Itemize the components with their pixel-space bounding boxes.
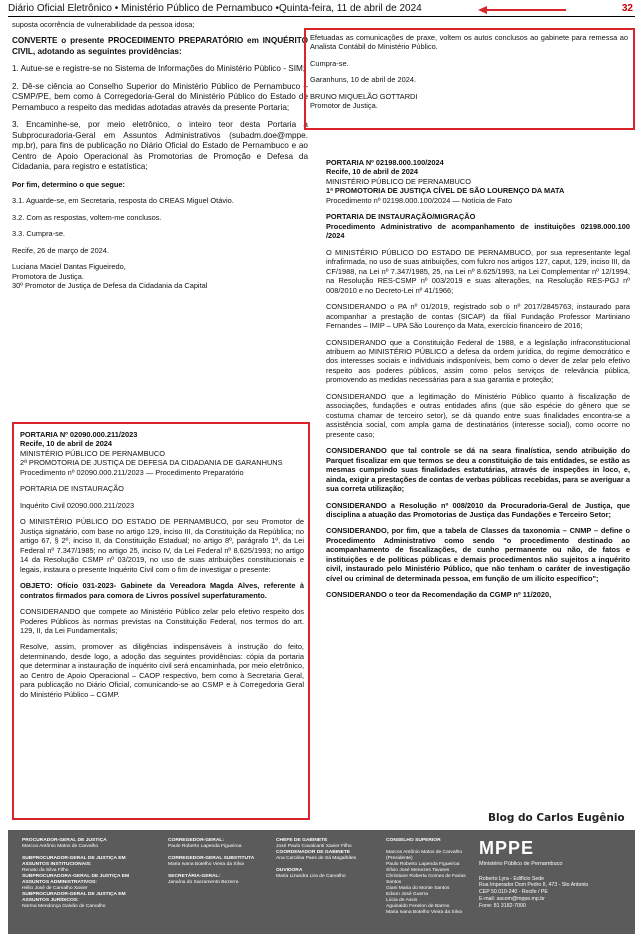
council-member: (Presidente) bbox=[386, 855, 413, 861]
paragraph: CONSIDERANDO, por fim, que a tabela de Classes da taxonomia – CNMP – define o Procedimento Administrativo como sendo "o procedimento destinado ao acompanhamento de fiscalizações, de cunho permanente ou não, de fatos e instituições e de políticas públicas e demais procedimentos não sujeitos a inquérito civil, instaurado pelo Ministério Público, que não tenham o caráter de investigação cível ou criminal de determinada pessoa, em função de um ilícito específico"; bbox=[326, 526, 630, 583]
section-heading: PORTARIA DE INSTAURAÇÃO/MIGRAÇÃO bbox=[326, 212, 476, 222]
page-header bbox=[8, 3, 635, 17]
address-line: CEP 50.010-240 - Recife / PE bbox=[479, 889, 548, 896]
left-column bbox=[12, 20, 308, 291]
page-footer bbox=[8, 830, 635, 934]
council-member: Giani Maria do Monte Santos bbox=[386, 885, 450, 891]
portaria-date: Recife, 10 de abril de 2024 bbox=[20, 439, 113, 449]
footer-title: CHEFE DE GABINETE bbox=[276, 838, 328, 843]
footer-value: Paulo Roberto Lapenda Figueiroa bbox=[168, 843, 242, 849]
paragraph: Resolve, assim, promover as diligências indispensáveis à instrução do feito, determinando, desde logo, a adoção das seguintes providências: cópia da portaria que determinar a instauração de inquérito civil será encaminhada, por meio eletrônico, ao Centro de Apoio Operacional – CAOP respectivo, bem como à Secretaria Geral, para publicação no Diário Oficial, comunicando-se ao CSMP e à Corregedoria Geral do Ministério Público – CGMP. bbox=[20, 642, 304, 699]
paragraph: Efetuadas as comunicações de praxe, voltem os autos conclusos ao gabinete para remessa ao Analista Contábil do Ministério Público. bbox=[310, 33, 628, 52]
mppe-logo bbox=[479, 838, 629, 909]
paragraph: Recife, 26 de março de 2024. bbox=[12, 245, 109, 255]
header-title: Diário Oficial Eletrônico • Ministério Público de Pernambuco •Quinta-feira, 11 de abril de 2024 bbox=[8, 3, 422, 14]
footer-value: Hélio José de Carvalho Xavier bbox=[22, 885, 88, 891]
council-member: Marcos Antônio Matos de Carvalho bbox=[386, 849, 463, 855]
paragraph: CONSIDERANDO que tal controle se dá na seara finalística, sendo atribuição do Parquet fiscalizar em que termos se deu a constituição de tais entidades, se estão as mesmas cumprindo suas finalidades estatutárias, através de inspeções in loco, e, ainda, exigir a prestações de contas de verbas públicas recebidas, para se averiguar a sua correta utilização; bbox=[326, 446, 630, 494]
footer-address bbox=[479, 876, 629, 910]
logo-subtitle: Ministério Público de Pernambuco bbox=[479, 860, 563, 867]
footer-value: Maria Ivana Botelho Vieira da Silva bbox=[168, 861, 245, 867]
address-line: Rua Imperador Dom Pedro II, 473 - Sto Antonio bbox=[479, 882, 589, 889]
paragraph: 2. Dê-se ciência ao Conselho Superior do Ministério Público de Pernambuco – CSMP/PE, bem como à Corregedoria-Geral do Ministério Público do Estado de Pernambuco a respeito das medidas adotadas através da presente Portaria; bbox=[12, 81, 308, 112]
address-line: E-mail: ascom@mppe.mp.br bbox=[479, 895, 545, 902]
objeto-paragraph: OBJETO: Ofício 031-2023- Gabinete da Vereadora Magda Alves, referente à contratos firmados para comora de Livros possível superfaturamento. bbox=[20, 581, 304, 600]
footer-title: SUBPROCURADOR-GERAL DE JUSTIÇA EM ASSUNTOS INSTITUCIONAIS: bbox=[22, 855, 126, 867]
paragraph: 3.1. Aguarde-se, em Secretaria, resposta do CREAS Miguel Otávio. bbox=[12, 196, 234, 206]
address-line: Fone: 81 3182-7000 bbox=[479, 902, 526, 909]
footer-value: Norma Mendonça Galvão de Carvalho bbox=[22, 903, 106, 909]
portaria-title: PORTARIA Nº 02090.000.211/2023 bbox=[20, 430, 138, 439]
paragraph: 3. Encaminhe-se, por meio eletrônico, o inteiro teor desta Portaria à Subprocuradoria-Geral em Assuntos Administrativos (subadm.doe@mppe. mp.br), para fins de publicação no Diário Oficial do Estado de Pernambuco e ao Centro de Apoio Operacional às Promotorias de Promoção e Defesa da Cidadania, para registro e estatística; bbox=[12, 120, 308, 172]
promotoria-name: 2ª PROMOTORIA DE JUSTIÇA DE DEFESA DA CIDADANIA DE GARANHUNS bbox=[20, 458, 283, 468]
footer-title: CORREGEDOR-GERAL: bbox=[168, 838, 224, 843]
portaria-date: Recife, 10 de abril de 2024 bbox=[326, 167, 419, 177]
footer-value: Marcos Antônio Matos de Carvalho bbox=[22, 843, 99, 849]
paragraph: CONSIDERANDO que compete ao Ministério Público zelar pelo efetivo respeito dos Poderes Públicos às normas previstas na Constituição Federal, nos termos do art. 129, II, da Lei Fundamentalis; bbox=[20, 607, 304, 635]
paragraph: CONSIDERANDO o teor da Recomendação da CGMP nº 11/2020, bbox=[326, 590, 552, 600]
footer-title: COORDENADOR DE GABINETE bbox=[276, 849, 351, 855]
signature-office: 30º Promotor de Justiça de Defesa da Cidadania da Capital bbox=[12, 281, 208, 291]
signature-role: Promotor de Justiça. bbox=[310, 101, 378, 111]
footer-title: SECRETÁRIA-GERAL: bbox=[168, 873, 221, 879]
portaria-title: PORTARIA Nº 02198.000.100/2024 bbox=[326, 158, 444, 167]
procedure-ref: Procedimento nº 02198.000.100/2024 — Notícia de Fato bbox=[326, 195, 512, 205]
paragraph: Inquérito Civil 02090.000.211/2023 bbox=[20, 500, 135, 510]
section-subheading: Procedimento Administrativo de acompanhamento de instituições 02198.000.100 /2024 bbox=[326, 221, 630, 241]
procedure-ref: Procedimento nº 02090.000.211/2023 — Procedimento Preparatório bbox=[20, 467, 244, 477]
footer-title: OUVIDORA bbox=[276, 867, 303, 873]
signature-role: Promotora de Justiça. bbox=[12, 271, 84, 281]
address-line: Roberto Lyra - Edifício Sede bbox=[479, 875, 544, 882]
council-member: Edson José Guerra bbox=[386, 891, 429, 897]
paragraph: Garanhuns, 10 de abril de 2024. bbox=[310, 75, 417, 85]
blog-watermark: Blog do Carlos Eugênio bbox=[488, 812, 625, 824]
council-member: Sílvio José Menezes Tavares bbox=[386, 867, 450, 873]
signature-name: BRUNO MIQUELÃO GOTTARDI bbox=[310, 91, 418, 101]
paragraph: CONSIDERANDO que a legitimação do Ministério Público quanto à fiscalização de associações, fundações e outras entidades afins (que são espécie do gênero que se costuma chamar de terceiro setor), se dá quando entre suas finalidades encontra-se a assistência social, com ampla gama de destinatários (interesse social), como ocorre no presente caso; bbox=[326, 391, 630, 439]
council-member: Paulo Roberto Lapenda Figueiroa bbox=[386, 861, 460, 867]
footer-title: CONSELHO SUPERIOR bbox=[386, 838, 441, 843]
footer-col-3 bbox=[276, 838, 376, 880]
paragraph: Cumpra-se. bbox=[310, 58, 349, 68]
footer-value: Maria Lizandra Lira de Carvalho bbox=[276, 873, 346, 879]
paragraph: CONSIDERANDO o PA nº 01/2019, registrado sob o nº 2017/2845763, instaurado para acompanhar a prestação de contas (SICAP) da filial Fundação Professor Martiniano Fernandes – IMIP – UPA São Lourenço da Mata, exercício financeiro de 2016; bbox=[326, 302, 630, 331]
footer-col-2 bbox=[168, 838, 268, 886]
paragraph: Por fim, determino o que segue: bbox=[12, 179, 125, 189]
footer-col-4 bbox=[386, 838, 474, 916]
paragraph: 3.2. Com as respostas, voltem-me conclusos. bbox=[12, 212, 162, 222]
left-arrow-icon bbox=[478, 6, 568, 14]
paragraph: O MINISTÉRIO PÚBLICO DO ESTADO DE PERNAMBUCO, por seu Promotor de Justiça signatário, com base no artigo 129, inciso III, da Constituição da República; no artigo 67, § 2º, inciso II, da Constituição Estadual; no artigo 8º, parágrafo 1º, da Lei Federal nº 7.347/1985; no artigo 25, inciso IV, da Lei Federal nº 8.625/1993; no artigo 14 da Resolução CSMP nº 03/2019, no uso de suas atribuições constitucionais e legais, instaura o presente Inquérito Civil com o fim de investigar o presente: bbox=[20, 517, 304, 574]
logo-wordmark: MPPE bbox=[479, 838, 535, 858]
footer-title: CORREGEDOR-GERAL SUBSTITUTA bbox=[168, 855, 255, 861]
paragraph: CONSIDERANDO que a Constituição Federal de 1988, e a legislação infraconstitucional atribuem ao MINISTÉRIO PÚBLICO a defesa da ordem jurídica, do regime democrático e dos interesses sociais e individuais indisponíveis, bem como o dever de zelar pelo efetivo respeito aos poderes públicos, assim como pelos serviços de relevância pública, promovendo as medidas necessárias para a sua garantia e proteção; bbox=[326, 337, 630, 385]
institution-name: MINISTÉRIO PÚBLICO DE PERNAMBUCO bbox=[326, 176, 471, 186]
paragraph: 3.3. Cumpra-se. bbox=[12, 229, 65, 239]
paragraph: CONVERTE o presente PROCEDIMENTO PREPARATÓRIO em INQUÉRITO CIVIL, adotando as seguintes providências: bbox=[12, 36, 308, 56]
footer-value: José Paulo Cavalcanti Xavier Filho bbox=[276, 843, 352, 849]
paragraph: suposta ocorrência de vulnerabilidade da pessoa idosa; bbox=[12, 20, 195, 29]
page-number: 32 bbox=[621, 3, 633, 14]
council-member: Christiane Roberta Gomes de Farias Santos bbox=[386, 873, 466, 885]
paragraph: PORTARIA DE INSTAURAÇÃO bbox=[20, 484, 124, 494]
footer-value: Janaína do Sacramento Bezerra bbox=[168, 879, 239, 885]
promotoria-name: 1ª PROMOTORIA DE JUSTIÇA CÍVEL DE SÃO LOURENÇO DA MATA bbox=[326, 186, 565, 196]
portaria-02090-block bbox=[20, 430, 304, 706]
council-member: Aguinaldo Fenelon de Barros bbox=[386, 903, 450, 909]
footer-title: SUBPROCURADOR-GERAL DE JUSTIÇA EM ASSUNTOS JURÍDICOS: bbox=[22, 891, 126, 903]
signature-name: Luciana Maciel Dantas Figueiredo, bbox=[12, 262, 126, 272]
footer-title: PROCURADOR-GERAL DE JUSTIÇA bbox=[22, 838, 107, 843]
footer-value: Ana Carolina Paes de Sá Magalhães bbox=[276, 855, 357, 861]
signature-block bbox=[12, 262, 308, 290]
portaria-02198-block bbox=[326, 158, 630, 607]
institution-name: MINISTÉRIO PÚBLICO DE PERNAMBUCO bbox=[20, 448, 165, 458]
footer-value: Renato da Silva Filho bbox=[22, 867, 69, 873]
paragraph: 1. Autue-se e registre-se no Sistema de Informações do Ministério Público - SIM; bbox=[12, 64, 306, 74]
footer-title: SUBPROCURADORA-GERAL DE JUSTIÇA EM ASSUNTOS ADMINISTRATIVOS: bbox=[22, 873, 130, 885]
council-member: Lúcia de Assis bbox=[386, 897, 418, 903]
council-member: Maria Ivana Botelho Vieira da Silva bbox=[386, 909, 463, 915]
footer-col-1 bbox=[22, 838, 152, 910]
paragraph: O MINISTÉRIO PÚBLICO DO ESTADO DE PERNAMBUCO, por sua representante legal infrafirmada, no uso de suas atribuições, com fulcro nos artigos 127, caput, 129, inciso III, da CF/1988, na Lei nº 7.347/1985, 25, na Lei nº 8.625/1993, na Lei Complementar nº 12/1994, na Resolução RES-CSMP nº 003/2019 e suas alterações, na Resolução RES-PGJ nº 008/2010 e no Decreto-Lei nº 41/1966; bbox=[326, 247, 630, 295]
right-box-content bbox=[310, 33, 628, 111]
paragraph: CONSIDERANDO a Resolução nº 008/2010 da Procuradoria-Geral de Justiça, que disciplina a atuação das Promotorias de Justiça das Fundações e Terceiro Setor; bbox=[326, 500, 630, 519]
